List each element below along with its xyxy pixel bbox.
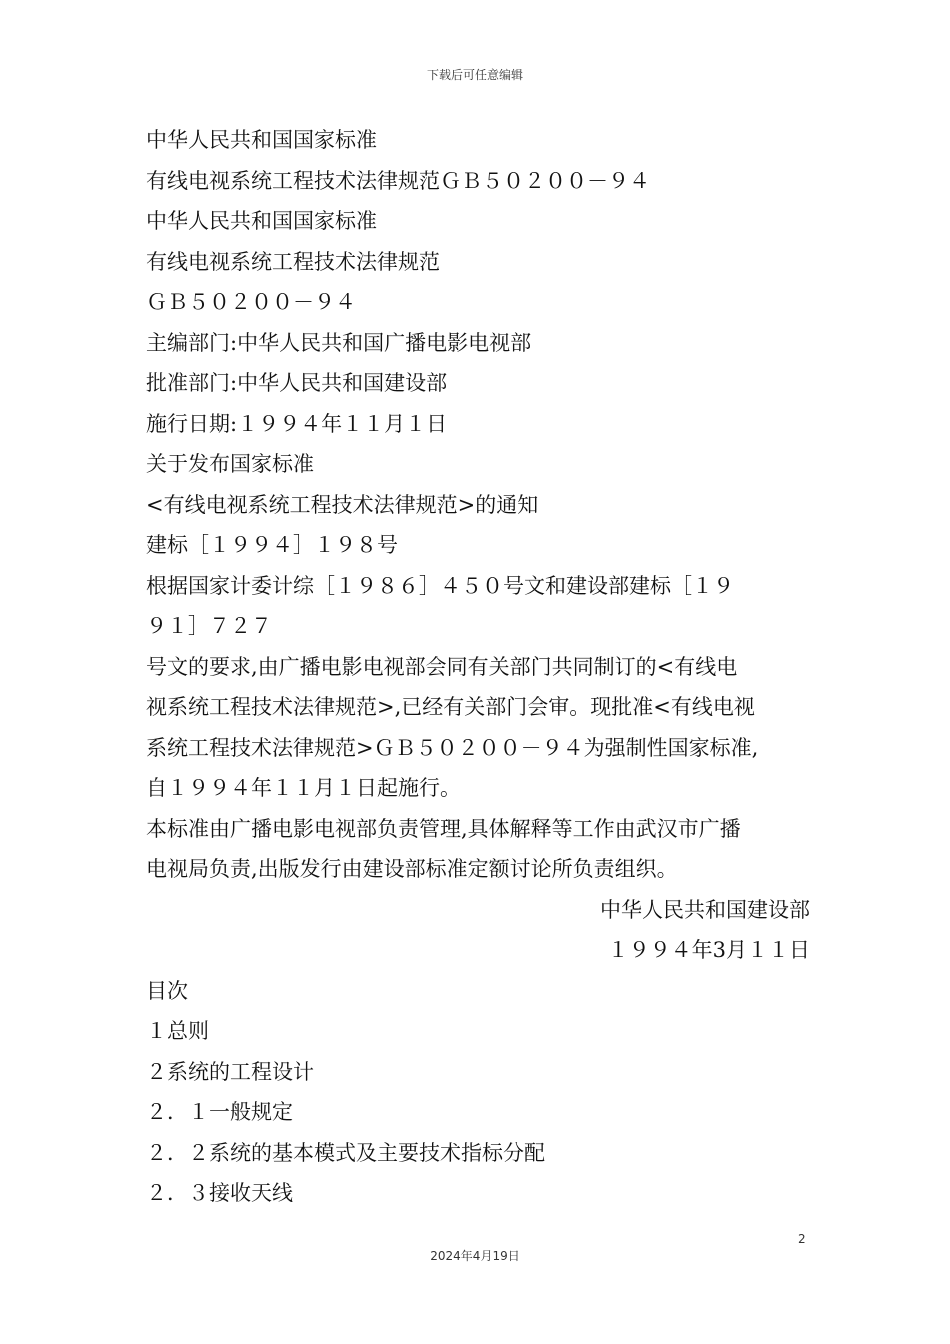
toc-item: ２．３接收天线 [146, 1181, 293, 1205]
toc-item: ２系统的工程设计 [146, 1059, 314, 1084]
signature-issuer: 中华人民共和国建设部 [600, 897, 810, 922]
text-line: 本标准由广播电影电视部负责管理,具体解释等工作由武汉市广播 [146, 816, 741, 841]
toc-item: １总则 [146, 1019, 209, 1043]
text-line: 中华人民共和国国家标准 [146, 209, 377, 233]
page-header: 下载后可任意编辑 [426, 68, 523, 82]
toc-title: 目次 [146, 978, 188, 1003]
footer-date: 2024年4月19日 [430, 1249, 520, 1263]
text-line: 电视局负责,出版发行由建设部标准定额讨论所负责组织。 [146, 857, 678, 881]
text-line: ＧＢ５０２００－９４ [146, 290, 356, 314]
text-line: 根据国家计委计综［１９８６］４５０号文和建设部建标［１９ [146, 573, 734, 598]
text-line: 自１９９４年１１月１日起施行。 [146, 776, 461, 800]
text-line: 有线电视系统工程技术法律规范 [146, 249, 440, 274]
text-line: ９１］７２７ [146, 614, 272, 638]
signature-date: １９９４年3月１１日 [607, 938, 810, 962]
text-line: 批准部门:中华人民共和国建设部 [146, 371, 448, 395]
text-line: 系统工程技术法律规范>ＧＢ５０２００－９４为强制性国家标准, [146, 735, 759, 760]
toc-item: ２．２系统的基本模式及主要技术指标分配 [146, 1140, 545, 1165]
text-line: 号文的要求,由广播电影电视部会同有关部门共同制订的<有线电 [146, 654, 738, 679]
toc-item: ２．１一般规定 [146, 1100, 293, 1124]
text-line: 有线电视系统工程技术法律规范ＧＢ５０２００－９４ [146, 168, 650, 193]
text-line: 施行日期:１９９４年１１月１日 [146, 411, 448, 436]
text-line: 关于发布国家标准 [146, 452, 314, 476]
text-line: 主编部门:中华人民共和国广播电影电视部 [146, 330, 532, 355]
text-line: 中华人民共和国国家标准 [146, 128, 377, 152]
page-number: 2 [798, 1232, 806, 1246]
text-line: <有线电视系统工程技术法律规范>的通知 [146, 492, 539, 517]
text-line: 视系统工程技术法律规范>,已经有关部门会审。现批准<有线电视 [146, 695, 755, 719]
document-body [146, 120, 810, 1214]
text-line: 建标［１９９４］１９８号 [146, 533, 398, 557]
